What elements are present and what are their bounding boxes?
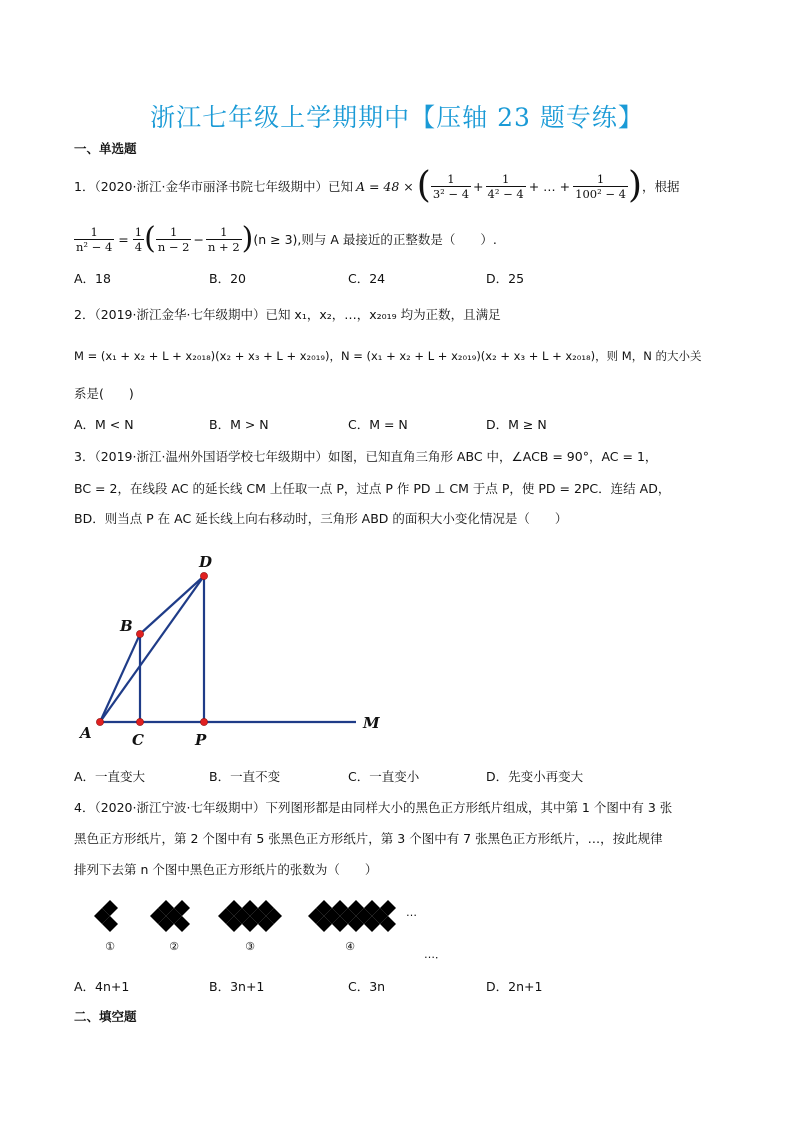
ellipsis-1: … [406, 906, 417, 919]
label-M: M [363, 714, 380, 732]
q2-line2: M = (x₁ + x₂ + L + x₂₀₁₈)(x₂ + x₃ + L + x₂₀₁₉)，N = (x₁ + x₂ + L + x₂₀₁₉)(x₂ + x₃ + L + x₂₀₁₈)，则 M，N 的大小关 [74, 349, 702, 363]
q1-paren2-close: ) [241, 221, 254, 256]
q1-term2: $\frac{1}{\text{4² − 4}}$ [487, 171, 524, 201]
q4-option-c: C．3n [348, 979, 386, 994]
caption-2: ② [169, 940, 179, 953]
segment-BD [140, 576, 204, 634]
q1-suffix: ，根据 [642, 179, 680, 194]
label-C: C [132, 731, 144, 749]
q3-option-b: B．一直不变 [209, 769, 281, 784]
q4-pattern-figure [88, 890, 458, 962]
q3-option-c: C．一直变小 [348, 769, 420, 784]
label-A: A [80, 724, 92, 742]
q1-cond: (n ≥ 3) [253, 231, 298, 247]
ellipsis-2: …． [424, 948, 446, 961]
caption-4: ④ [345, 940, 355, 953]
q1-paren-open: ( [416, 165, 431, 206]
q1-eq: = [118, 231, 129, 247]
segment-AD [100, 576, 204, 722]
q2-option-b: B．M > N [209, 417, 269, 432]
page-title: 浙江七年级上学期期中【压轴 23 题专练】 [150, 103, 644, 132]
q1-prefix: 1．（2020·浙江·金华市丽泽书院七年级期中）已知 [74, 179, 353, 194]
q2-option-c: C．M = N [348, 417, 408, 432]
point-C [136, 718, 143, 725]
q4-line2: 黑色正方形纸片，第 2 个图中有 5 张黑色正方形纸片，第 3 个图中有 7 张黑色正方形纸片，…，按此规律 [74, 831, 663, 846]
q1-term3: $\frac{1}{\text{100² − 4}}$ [575, 171, 626, 201]
point-B [136, 630, 143, 637]
pattern-2 [150, 900, 190, 932]
label-B: B [120, 617, 133, 635]
q4-line3: 排列下去第 n 个图中黑色正方形纸片的张数为（ ） [74, 862, 378, 877]
q1-option-b: B．20 [209, 271, 246, 286]
q4-option-a: A．4n+1 [74, 979, 130, 994]
q1-line2 [74, 218, 497, 260]
q1-paren2-open: ( [144, 221, 156, 256]
q1-tail: ,则与 A 最接近的正整数是（ ）. [297, 232, 497, 247]
q1-frac-b: $\frac{1}{n + 2}$ [207, 224, 240, 254]
q1-lhs: A = 48 × [355, 178, 414, 194]
point-D [200, 572, 207, 579]
section-heading-single-choice: 一、单选题 [74, 141, 137, 156]
q2-option-d: D．M ≥ N [486, 417, 547, 432]
q4-line1: 4．（2020·浙江宁波·七年级期中）下列图形都是由同样大小的黑色正方形纸片组成，其中第 1 个图中有 3 张 [74, 800, 673, 815]
q3-line3: BD．则当点 P 在 AC 延长线上向右移动时，三角形 ABD 的面积大小变化情况是（ ） [74, 511, 568, 526]
q2-line3: 系是( ) [74, 386, 134, 401]
q1-plus: + [473, 178, 484, 194]
q1-minus: − [193, 231, 204, 247]
q3-line2: BC = 2，在线段 AC 的延长线 CM 上任取一点 P，过点 P 作 PD ⊥ CM 于点 P，使 PD = 2PC．连结 AD， [74, 481, 671, 496]
q3-line1: 3．（2019·浙江·温州外国语学校七年级期中）如图，已知直角三角形 ABC 中，∠ACB = 90°，AC = 1， [74, 449, 658, 464]
caption-1: ① [105, 940, 115, 953]
label-D: D [199, 553, 213, 571]
q1-paren-close: ) [627, 165, 642, 206]
label-P: P [195, 731, 207, 749]
segment-AB [100, 634, 140, 722]
q1-frac-a: $\frac{1}{n - 2}$ [157, 224, 190, 254]
q2-option-a: A．M < N [74, 417, 134, 432]
caption-3: ③ [245, 940, 255, 953]
q1-line1 [74, 163, 680, 209]
q1-option-a: A．18 [74, 271, 111, 286]
pattern-3 [218, 900, 282, 932]
q1-option-d: D．25 [486, 271, 525, 286]
point-P [200, 718, 207, 725]
q4-option-d: D．2n+1 [486, 979, 543, 994]
pattern-4 [308, 900, 396, 932]
q2-line1: 2．（2019·浙江金华·七年级期中）已知 x₁，x₂，…，x₂₀₁₉ 均为正数，且满足 [74, 307, 501, 322]
q1-coef: $\frac{1}{4}$ [134, 224, 143, 254]
section-heading-fill-in: 二、填空题 [74, 1009, 137, 1024]
q1-option-c: C．24 [348, 271, 386, 286]
pattern-1 [94, 900, 118, 932]
q1-lhs2: $\frac{1}{\text{n² − 4}}$ [76, 224, 113, 254]
q3-option-a: A．一直变大 [74, 769, 146, 784]
q1-term1: $\frac{1}{\text{3² − 4}}$ [432, 171, 470, 201]
q3-triangle-figure [70, 548, 390, 753]
q1-dots: + … + [528, 178, 571, 194]
q3-option-d: D．先变小再变大 [486, 769, 584, 784]
q4-option-b: B．3n+1 [209, 979, 265, 994]
point-A [96, 718, 103, 725]
